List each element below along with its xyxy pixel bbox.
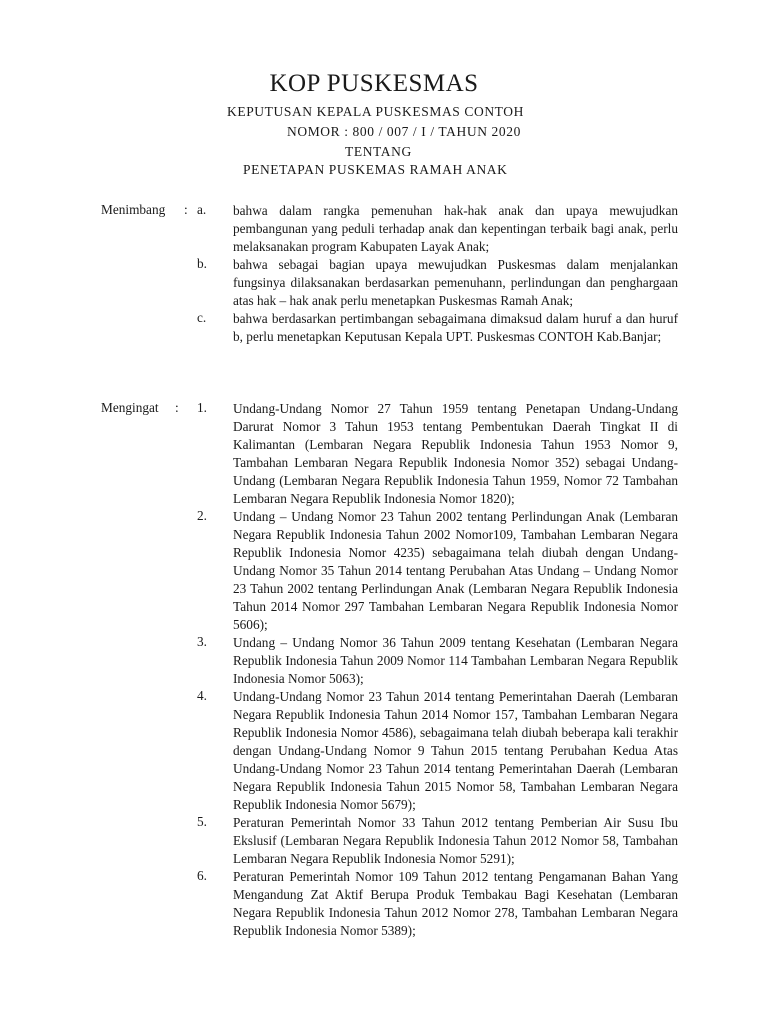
mengingat-item [0, 868, 768, 940]
decision-number: NOMOR : 800 / 007 / I / TAHUN 2020 [287, 124, 521, 139]
item-marker: 2. [197, 508, 207, 523]
mengingat-item [0, 634, 768, 688]
decision-title: KEPUTUSAN KEPALA PUSKESMAS CONTOH [227, 104, 524, 119]
item-marker: 4. [197, 688, 207, 703]
item-text: bahwa berdasarkan pertimbangan sebagaimana dimaksud dalam huruf a dan huruf b, perlu menetapkan Keputusan Kepala UPT. Puskesmas CONTOH Kab.Banjar; [233, 311, 678, 344]
item-text: bahwa sebagai bagian upaya mewujudkan Puskesmas dalam menjalankan fungsinya dilaksanakan berdasarkan pemenuhann, perlindungan dan penghargaan atas hak – hak anak perlu menetapkan Puskesmas Ramah Anak; [233, 257, 678, 308]
item-marker: b. [197, 256, 207, 271]
item-marker: 6. [197, 868, 207, 883]
item-marker: c. [197, 310, 207, 325]
menimbang-item [0, 256, 768, 310]
menimbang-item [0, 310, 768, 346]
menimbang-item [0, 202, 768, 256]
item-text: Peraturan Pemerintah Nomor 109 Tahun 2012 tentang Pengamanan Bahan Yang Mengandung Zat Aktif Berupa Produk Tembakau Bagi Kesehatan (Lembaran Negara Republik Indonesia Tahun 2012 Nomor 278, Tambahan Lembaran Negara Republik Indonesia Nomor 5389); [233, 869, 678, 938]
mengingat-colon: : [175, 400, 179, 415]
item-text: Undang-Undang Nomor 27 Tahun 1959 tentang Penetapan Undang-Undang Darurat Nomor 3 Tahun 1953 tentang Pembentukan Daerah Tingkat II di Kalimantan (Lembaran Negara Republik Indonesia Tahun 1953 Nomor 9, Tambahan Lembaran Negara Republik Indonesia Nomor 352) sebagai Undang-Undang (Lembaran Negara Republik Indonesia Tahun 1959, Nomor 72 Tambahan Lembaran Negara Republik Indonesia Nomor 1820); [233, 401, 678, 506]
item-text: Peraturan Pemerintah Nomor 33 Tahun 2012 tentang Pemberian Air Susu Ibu Ekslusif (Lembaran Negara Republik Indonesia Tahun 2012 Nomor 58, Tambahan Lembaran Negara Republik Indonesia Nomor 5291); [233, 815, 678, 866]
mengingat-label: Mengingat [101, 400, 159, 415]
letterhead-title: KOP PUSKESMAS [269, 70, 479, 97]
mengingat-item [0, 688, 768, 814]
item-text: bahwa dalam rangka pemenuhan hak-hak anak dan upaya mewujudkan pembangunan yang peduli terhadap anak dan kepentingan terbaik bagi anak, perlu melaksanakan program Kabupaten Layak Anak; [233, 203, 678, 254]
about-label: TENTANG [345, 144, 412, 159]
mengingat-item [0, 508, 768, 634]
item-text: Undang – Undang Nomor 23 Tahun 2002 tentang Perlindungan Anak (Lembaran Negara Republik Indonesia Tahun 2002 Nomor109, Tambahan Lembaran Negara Republik Indonesia Nomor 4235) sebagaimana telah diubah dengan Undang-Undang Nomor 35 Tahun 2014 tentang Perubahan Atas Undang – Undang Nomor 23 Tahun 2002 tentang Perlindungan Anak (Lembaran Negara Republik Indonesia Tahun 2014 Nomor 297 Tambahan Lembaran Negara Republik Indonesia Nomor 5606); [233, 509, 678, 632]
item-marker: a. [197, 202, 207, 217]
item-marker: 1. [197, 400, 207, 415]
menimbang-colon: : [184, 202, 188, 217]
item-text: Undang-Undang Nomor 23 Tahun 2014 tentang Pemerintahan Daerah (Lembaran Negara Republik Indonesia Tahun 2014 Nomor 157, Tambahan Lembaran Negara Republik Indonesia Nomor 4586), sebagaimana telah diubah beberapa kali terakhir dengan Undang-Undang Nomor 9 Tahun 2015 tentang Perubahan Kedua Atas Undang-Undang Nomor 23 Tahun 2014 tentang Pemerintahan Daerah (Lembaran Negara Republik Indonesia Tahun 2015 Nomor 58, Tambahan Lembaran Negara Republik Indonesia Nomor 5679); [233, 689, 678, 812]
item-text: Undang – Undang Nomor 36 Tahun 2009 tentang Kesehatan (Lembaran Negara Republik Indonesia Tahun 2009 Nomor 114 Tambahan Lembaran Negara Republik Indonesia Nomor 5063); [233, 635, 678, 686]
mengingat-list [0, 400, 768, 940]
mengingat-item [0, 400, 768, 508]
decision-subject: PENETAPAN PUSKEMAS RAMAH ANAK [243, 162, 508, 177]
menimbang-label: Menimbang [101, 202, 166, 217]
mengingat-item [0, 814, 768, 868]
item-marker: 5. [197, 814, 207, 829]
item-marker: 3. [197, 634, 207, 649]
menimbang-list [0, 202, 768, 346]
